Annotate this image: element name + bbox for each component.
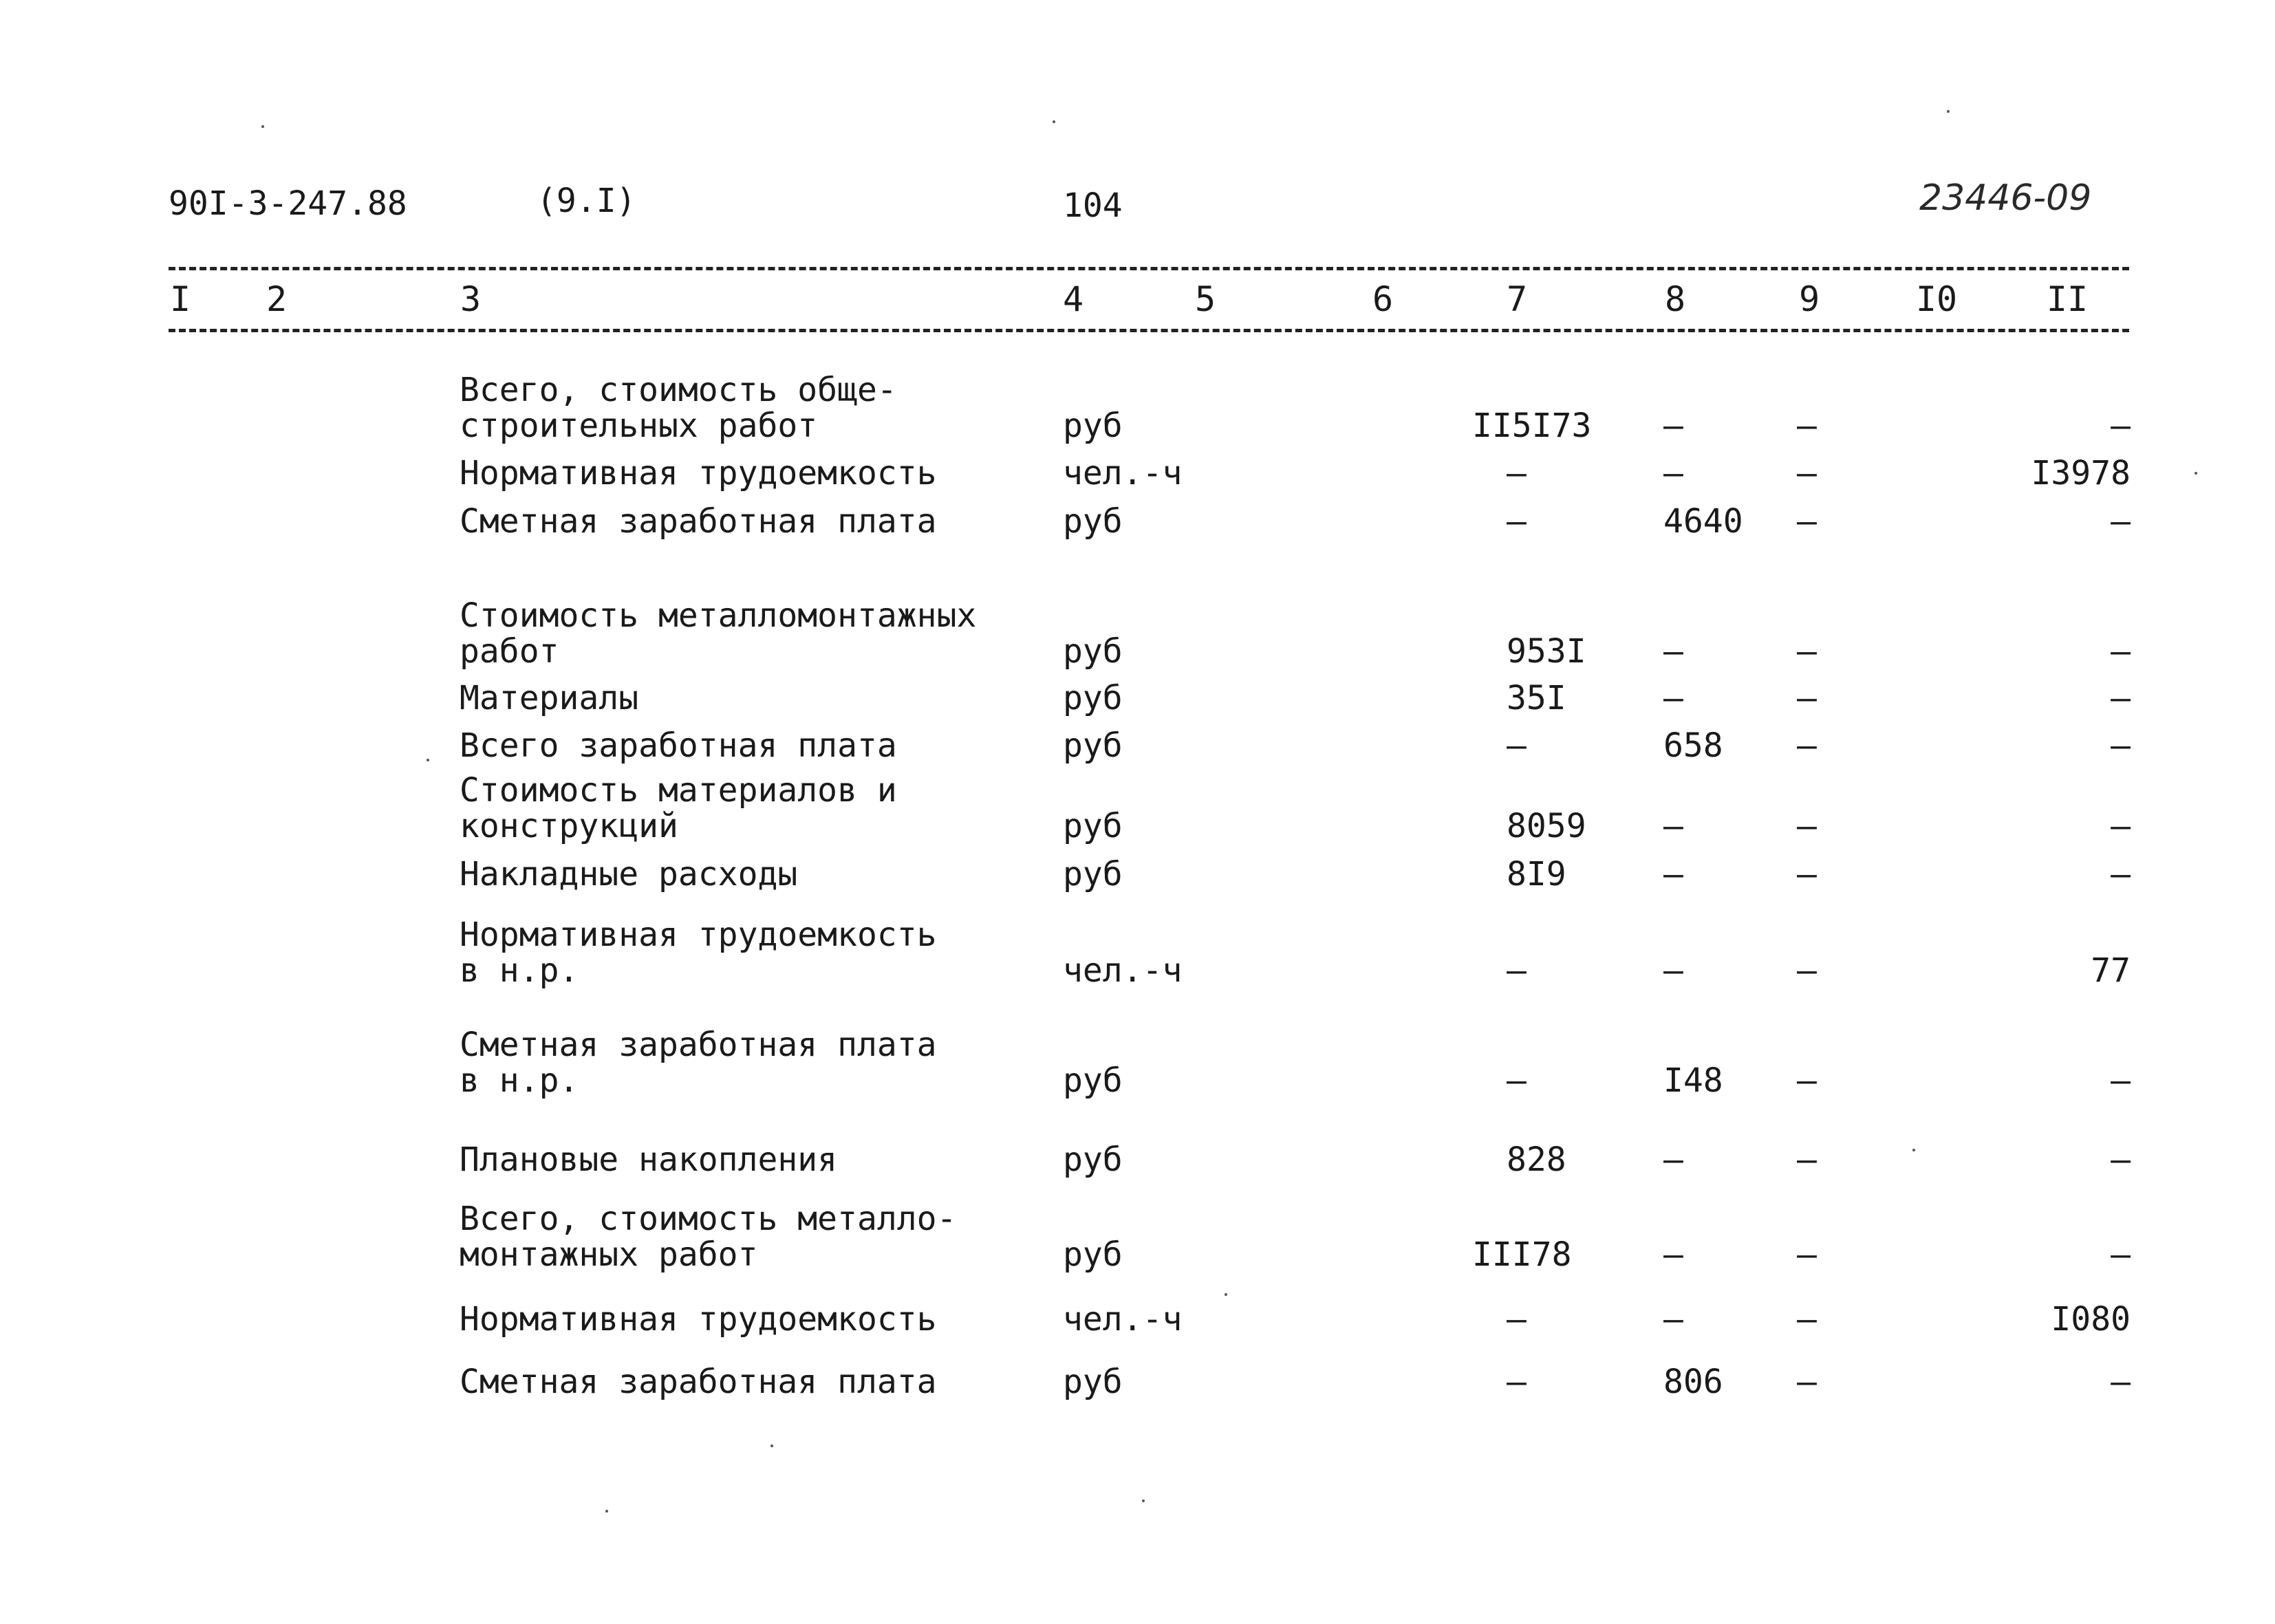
row-col9-value: – [1797, 632, 1817, 671]
row-col7-value: 8I9 [1507, 855, 1566, 894]
row-col9-value: – [1797, 407, 1817, 445]
row-label: Всего, стоимость обще- строительных работ [460, 371, 897, 445]
scan-speck [1053, 120, 1055, 123]
row-unit: руб [1063, 1235, 1123, 1274]
column-number-2: 2 [266, 279, 288, 319]
row-col11-value: 77 [2091, 951, 2131, 990]
row-unit: чел.-ч [1063, 951, 1183, 990]
column-number-8: 8 [1664, 279, 1686, 319]
row-label: Нормативная трудоемкость в н.р. [460, 916, 937, 990]
row-label: Всего заработная плата [460, 726, 897, 765]
row-col9-value: – [1797, 726, 1817, 765]
row-unit: руб [1063, 407, 1123, 445]
row-col7-value: III78 [1472, 1235, 1572, 1274]
table-row [0, 1297, 2275, 1400]
row-col7-value: – [1507, 502, 1527, 541]
row-col7-value: – [1507, 1363, 1527, 1401]
row-col11-value: – [2111, 502, 2131, 541]
row-unit: руб [1063, 807, 1123, 845]
row-col9-value: – [1797, 1363, 1817, 1401]
row-col9-value: – [1797, 1300, 1817, 1339]
row-col9-value: – [1797, 855, 1817, 894]
row-col8-value: – [1663, 1235, 1683, 1274]
page-number: 104 [1063, 186, 1123, 225]
scan-speck [1142, 1500, 1145, 1502]
row-col11-value: – [2111, 807, 2131, 845]
row-unit: руб [1063, 679, 1123, 717]
row-col7-value: – [1507, 1061, 1527, 1100]
row-col7-value: – [1507, 454, 1527, 492]
row-col8-value: – [1663, 407, 1683, 445]
column-number-11: II [2046, 279, 2089, 319]
row-col8-value: – [1663, 632, 1683, 671]
row-col8-value: 658 [1663, 726, 1723, 765]
row-col7-value: 8059 [1507, 807, 1586, 845]
row-col8-value: 806 [1663, 1363, 1723, 1401]
row-col11-value: – [2111, 632, 2131, 671]
row-col7-value: 953I [1507, 632, 1586, 671]
row-col8-value: – [1663, 1140, 1683, 1179]
stamp-number: 23446-09 [1919, 177, 2092, 219]
row-col11-value: – [2111, 1363, 2131, 1401]
row-label: Сметная заработная плата [460, 502, 937, 541]
row-unit: руб [1063, 855, 1123, 894]
row-col9-value: – [1797, 679, 1817, 717]
row-unit: руб [1063, 726, 1123, 765]
row-col7-value: 828 [1507, 1140, 1566, 1179]
table-row [0, 436, 2275, 539]
table-row [0, 789, 2275, 892]
row-col8-value: – [1663, 855, 1683, 894]
row-col11-value: I080 [2051, 1300, 2131, 1339]
row-unit: руб [1063, 1061, 1123, 1100]
row-unit: чел.-ч [1063, 454, 1183, 492]
row-col9-value: – [1797, 454, 1817, 492]
row-unit: руб [1063, 632, 1123, 671]
column-number-5: 5 [1194, 279, 1216, 319]
row-col8-value: I48 [1663, 1061, 1723, 1100]
table-row [0, 885, 2275, 988]
row-unit: чел.-ч [1063, 1300, 1183, 1339]
row-col11-value: I3978 [2031, 454, 2131, 492]
row-col9-value: – [1797, 807, 1817, 845]
row-col8-value: – [1663, 807, 1683, 845]
row-label: Плановые накопления [460, 1140, 838, 1179]
row-col9-value: – [1797, 951, 1817, 990]
document-code: 90I-3-247.88 [169, 184, 407, 223]
scan-speck [1225, 1293, 1227, 1296]
row-col8-value: 4640 [1663, 502, 1743, 541]
row-col8-value: – [1663, 1300, 1683, 1339]
scan-speck [605, 1510, 608, 1513]
row-col11-value: – [2111, 855, 2131, 894]
row-unit: руб [1063, 502, 1123, 541]
row-col8-value: – [1663, 454, 1683, 492]
row-col8-value: – [1663, 679, 1683, 717]
row-label: Сметная заработная плата [460, 1363, 937, 1401]
row-col7-value: – [1507, 726, 1527, 765]
row-col9-value: – [1797, 1061, 1817, 1100]
row-col11-value: – [2111, 1140, 2131, 1179]
column-number-7: 7 [1506, 279, 1528, 319]
scan-speck [2195, 472, 2197, 475]
row-label: Сметная заработная плата в н.р. [460, 1026, 937, 1100]
column-number-4: 4 [1062, 279, 1084, 319]
row-unit: руб [1063, 1363, 1123, 1401]
row-label: Материалы [460, 679, 639, 717]
row-col7-value: – [1507, 1300, 1527, 1339]
row-col7-value: II5I73 [1472, 407, 1592, 445]
row-label: Нормативная трудоемкость [460, 454, 937, 492]
section-number: (9.I) [537, 182, 636, 220]
row-col9-value: – [1797, 1140, 1817, 1179]
scan-speck [770, 1444, 773, 1447]
row-label: Нормативная трудоемкость [460, 1300, 937, 1339]
row-label: Накладные расходы [460, 855, 798, 894]
row-col11-value: – [2111, 407, 2131, 445]
row-col7-value: – [1507, 951, 1527, 990]
row-label: Стоимость металломонтажных работ [460, 596, 977, 671]
row-col9-value: – [1797, 1235, 1817, 1274]
scan-speck [261, 125, 264, 128]
row-label: Всего, стоимость металло- монтажных работ [460, 1200, 957, 1274]
row-col11-value: – [2111, 679, 2131, 717]
row-unit: руб [1063, 1140, 1123, 1179]
row-col9-value: – [1797, 502, 1817, 541]
table-row [0, 1074, 2275, 1178]
column-number-6: 6 [1372, 279, 1394, 319]
scan-speck [1912, 1149, 1915, 1151]
row-label: Стоимость материалов и конструкций [460, 771, 897, 845]
scan-speck [427, 759, 429, 761]
row-col11-value: – [2111, 1235, 2131, 1274]
scan-speck [1947, 110, 1950, 113]
row-col11-value: – [2111, 726, 2131, 765]
row-col8-value: – [1663, 951, 1683, 990]
column-number-3: 3 [460, 279, 482, 319]
column-number-9: 9 [1798, 279, 1820, 319]
row-col7-value: 35I [1507, 679, 1566, 717]
column-number-10: I0 [1915, 279, 1958, 319]
row-col11-value: – [2111, 1061, 2131, 1100]
column-number-1: I [169, 279, 191, 319]
